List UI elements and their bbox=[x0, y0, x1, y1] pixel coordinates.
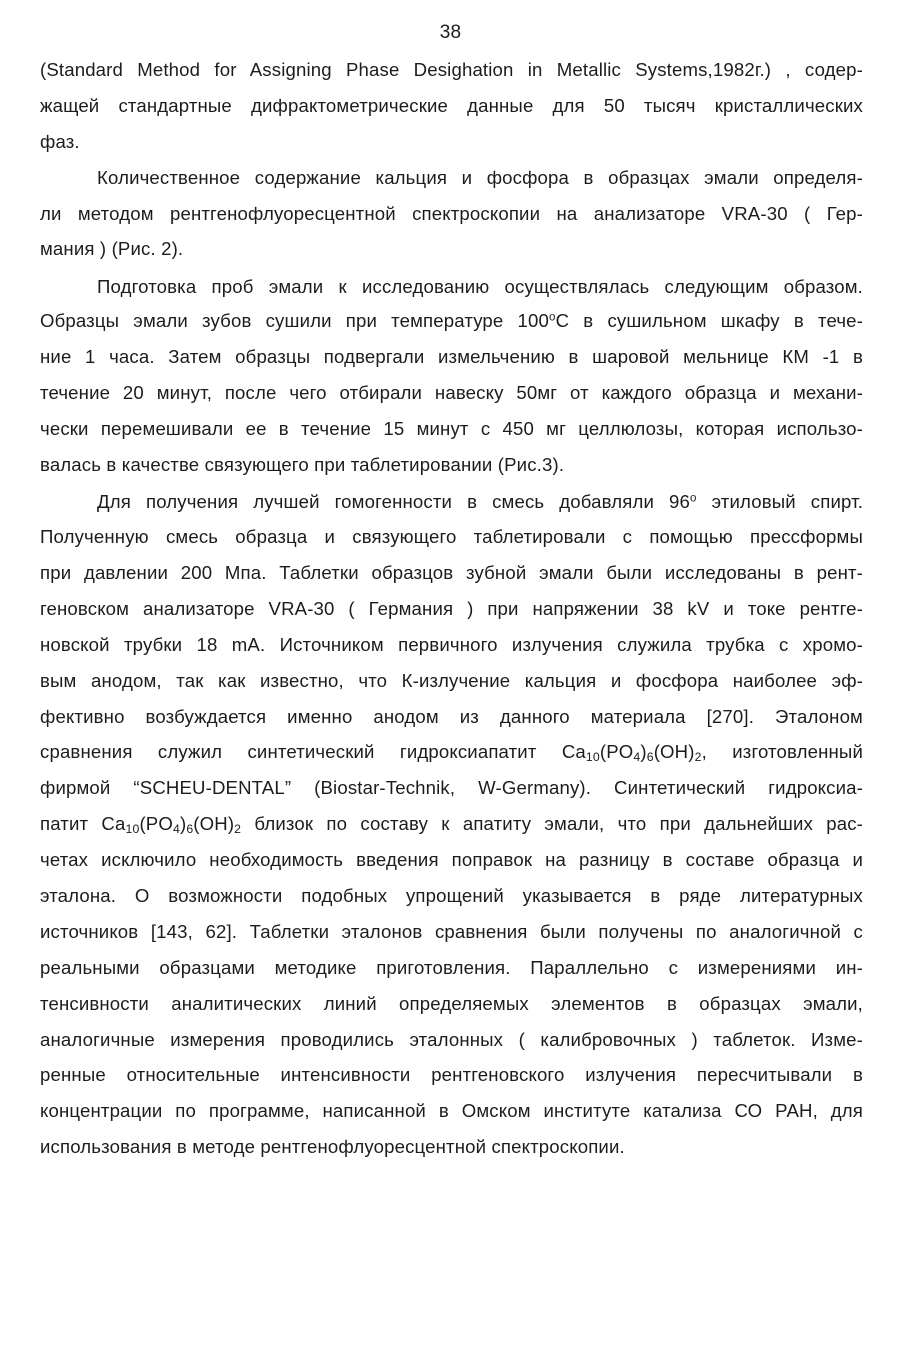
text-line: реальными образцами методике приготовления. Параллельно с измерениями ин- bbox=[40, 957, 863, 978]
text-line: течение 20 минут, после чего отбирали навеску 50мг от каждого образца и механи- bbox=[40, 382, 863, 403]
text-line: ние 1 часа. Затем образцы подвергали измельчению в шаровой мельнице КМ -1 в bbox=[40, 346, 863, 367]
text-line: ли методом рентгенофлуоресцентной спектроскопии на анализаторе VRA-30 ( Гер- bbox=[40, 203, 863, 224]
text-line: фаз. bbox=[40, 131, 80, 152]
text-line: Подготовка проб эмали к исследованию осуществлялась следующим образом. bbox=[97, 276, 863, 297]
text-line: фирмой “SCHEU-DENTAL” (Biostar-Technik, W-Germany). Синтетический гидроксиа- bbox=[40, 777, 863, 798]
text-line: новской трубки 18 mA. Источником первичного излучения служила трубка с хромо- bbox=[40, 634, 863, 655]
text-line: валась в качестве связующего при таблетировании (Рис.3). bbox=[40, 454, 565, 475]
text-line: использования в методе рентгенофлуоресцентной спектроскопии. bbox=[40, 1136, 625, 1157]
text-line: аналогичные измерения проводились эталонных ( калибровочных ) таблеток. Изме- bbox=[40, 1029, 863, 1050]
page-number: 38 bbox=[439, 22, 462, 43]
text-line: источников [143, 62]. Таблетки эталонов сравнения были получены по аналогичной с bbox=[40, 921, 863, 942]
text-line: сравнения служил синтетический гидроксиапатит $Ca_{10}(PO_4)_6(OH)_2$, изготовленный bbox=[40, 741, 863, 765]
text-line: Образцы эмали зубов сушили при температуре 100$^o$C в сушильном шкафу в тече- bbox=[40, 310, 864, 331]
text-line: мания ) (Рис. 2). bbox=[40, 238, 184, 259]
text-line: Полученную смесь образца и связующего таблетировали с помощью прессформы bbox=[40, 526, 863, 547]
text-line: четах исключило необходимость введения поправок на разницу в составе образца и bbox=[40, 849, 863, 870]
text-line: фективно возбуждается именно анодом из данного материала [270]. Эталоном bbox=[40, 706, 863, 727]
text-line: геновском анализаторе VRA-30 ( Германия ) при напряжении 38 kV и токе рентге- bbox=[40, 598, 863, 619]
text-line: тенсивности аналитических линий определяемых элементов в образцах эмали, bbox=[40, 993, 863, 1014]
text-line: Для получения лучшей гомогенности в смесь добавляли 96$^o$ этиловый спирт. bbox=[97, 491, 864, 512]
text-line: ренные относительные интенсивности рентгеновского излучения пересчитывали в bbox=[40, 1064, 863, 1085]
text-line: эталона. О возможности подобных упрощений указывается в ряде литературных bbox=[40, 885, 863, 906]
text-line: вым анодом, так как известно, что К-излучение кальция и фосфора наиболее эф- bbox=[40, 670, 863, 691]
text-line: концентрации по программе, написанной в Омском институте катализа СО РАН, для bbox=[40, 1100, 863, 1121]
text-line: патит $Ca_{10}(PO_4)_6(OH)_2$ близок по составу к апатиту эмали, что при дальнейших рас- bbox=[40, 813, 864, 837]
text-line: Количественное содержание кальция и фосфора в образцах эмали определя- bbox=[97, 167, 863, 188]
text-line: жащей стандартные дифрактометрические данные для 50 тысяч кристаллических bbox=[40, 95, 863, 116]
text-line: при давлении 200 Мпа. Таблетки образцов зубной эмали были исследованы в рент- bbox=[40, 562, 863, 583]
text-line: чески перемешивали ее в течение 15 минут с 450 мг целлюлозы, которая использо- bbox=[40, 418, 863, 439]
text-line: (Standard Method for Assigning Phase Desighation in Metallic Systems,1982г.) , содер- bbox=[40, 59, 863, 80]
